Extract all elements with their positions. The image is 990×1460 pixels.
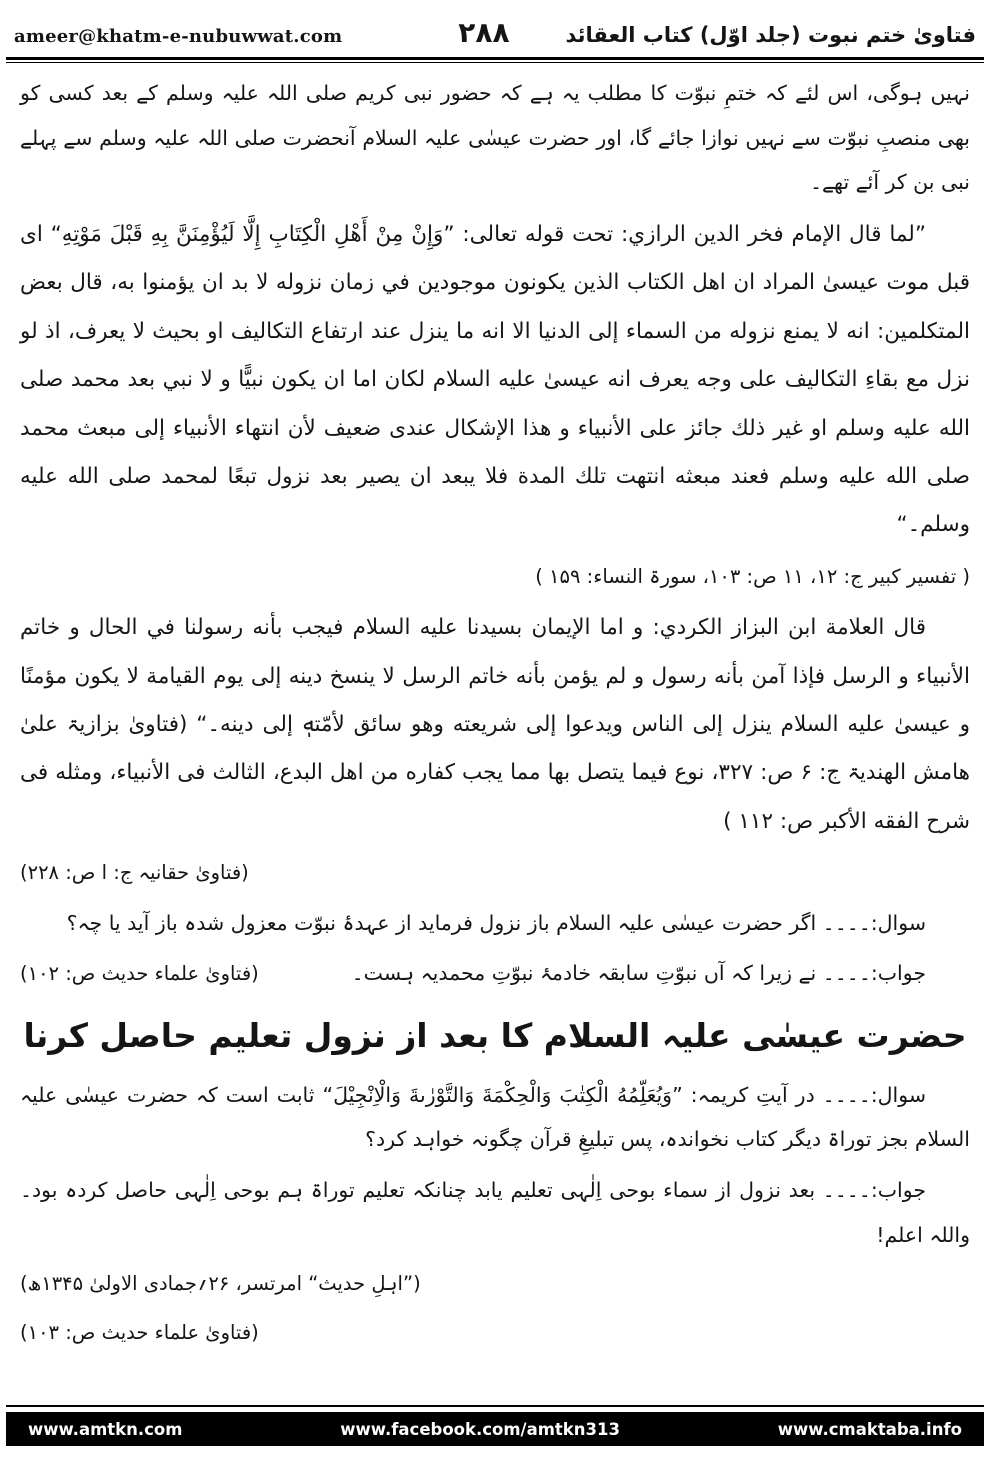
footer-link-cmaktaba: www.cmaktaba.info	[777, 1419, 962, 1439]
page-footer	[0, 1405, 990, 1460]
question-1: سوال:۔۔۔۔ اگر حضرت عیسٰی علیہ السلام باز نزول فرماید از عہدۂ نبوّت معزول شدہ باز آید یا چہ؟	[66, 910, 926, 935]
intro-paragraph: نہیں ہوگی، اس لئے کہ ختمِ نبوّت کا مطلب یہ ہے کہ حضور نبی کریم صلی اللہ علیہ وسلم کے بعد کسی کو بھی منصبِ نبوّت سے نہیں نوازا جائے گا، اور حضرت عیسٰی علیہ السلام آنحضرت صلی اللہ علیہ وسلم سے پہلے نبی بن کر آئے تھے۔	[20, 81, 970, 195]
answer-2: جواب:۔۔۔۔ بعد نزول از سماء بوحی اِلٰہی تعلیم یابد چنانکہ تعلیم توراۃ ہم بوحی اِلٰہی حاصل کردہ بود۔ واللہ اعلم!	[20, 1178, 970, 1247]
footer-link-facebook: www.facebook.com/amtkn313	[340, 1419, 620, 1439]
citation-fatawa-ulama-hadith-102: (فتاویٰ علماء حدیث ص: ۱۰۲)	[20, 962, 259, 986]
footer-link-amtkn: www.amtkn.com	[28, 1419, 183, 1439]
page-body	[0, 63, 990, 1405]
header-rule-thick	[6, 57, 984, 60]
page-header	[0, 0, 990, 55]
citation-tafsir-kabir: ( تفسیر کبیر ج: ۱۲، ۱۱ ص: ۱۰۳، سورۃ النساء: ۱۵۹ )	[535, 564, 970, 588]
page-number: ۲۸۸	[458, 16, 510, 49]
section-heading: حضرت عیسٰی علیہ السلام کا بعد از نزول تعلیم حاصل کرنا	[23, 1015, 967, 1055]
email-address: ameer@khatm-e-nubuwwat.com	[14, 26, 343, 47]
answer-1-row	[20, 951, 970, 996]
answer-1: جواب:۔۔۔۔ نے زیرا کہ آں نبوّتِ سابقہ خادمۂ نبوّتِ محمدیہ ہست۔	[351, 961, 926, 986]
question-2: سوال:۔۔۔۔ در آیتِ کریمہ: ”وَیُعَلِّمُهُ الْکِتٰبَ وَالْحِکْمَةَ وَالتَّوْرٰىةَ وَالْاِنْجِیْلَ“ ثابت است کہ حضرت عیسٰی علیہ السلام بجز توراۃ دیگر کتاب نخواندہ، پس تبلیغِ قرآن چگونہ خواہد کرد؟	[20, 1082, 970, 1152]
book-title: فتاویٰ ختم نبوت (جلد اوّل) کتاب العقائد	[565, 23, 976, 47]
citation-ahle-hadees: (”اہلِ حدیث“ امرتسر، ۲۶؍جمادی الاولیٰ ۱۳۴۵ھ)	[20, 1272, 421, 1296]
citation-fatawa-ulama-hadith-103: (فتاویٰ علماء حدیث ص: ۱۰۳)	[20, 1320, 259, 1344]
razi-arabic-quote: ”لما قال الإمام فخر الدين الرازي: تحت قوله تعالى: ”وَإِنْ مِنْ أَهْلِ الْكِتَابِ إِلَّا لَيُؤْمِنَنَّ بِهِ قَبْلَ مَوْتِهِ“ اى قبل موت عيسىٰ المراد ان اهل الكتاب الذين يكونون موجودين في زمان نزوله لا بد ان يؤمنوا به، قال بعض المتكلمين: انه لا يمنع نزوله من السماء إلى الدنيا الا انه ما ينزل عند ارتفاع التكاليف او بحيث لا يعرف، اذ لو نزل مع بقاءِ التكاليف على وجه يعرف انه عيسىٰ عليه السلام لكان اما ان يكون نبيًّا و لا نبي بعد محمد صلى الله عليه وسلم او غير ذلك جائز على الأنبياء و هذا الإشكال عندى ضعيف لأن انتهاء الأنبياء إلى مبعث محمد صلى الله عليه وسلم فعند مبعثه انتهت تلك المدة فلا يبعد ان يصير بعد نزول تبعًا لمحمد صلى الله عليه وسلم۔“	[20, 222, 970, 538]
footer-rule	[6, 1405, 984, 1407]
ibn-bazzaz-passage: قال العلامة ابن البزاز الكردي: و اما الإيمان بسيدنا عليه السلام فيجب بأنه رسولنا في الحال و خاتم الأنبياء و الرسل فإذا آمن بأنه رسول و لم يؤمن بأنه خاتم الرسل لا ينسخ دينه إلى يوم القيامة لا يكون مؤمنًا و عيسىٰ عليه السلام ينزل إلى الناس ويدعوا إلى شريعته وهو سائق لأمّتهٖ إلى دينه۔“ (فتاویٰ بزازیۃ علیٰ هامش الهندیۃ ج: ۶ ص: ۳۲۷، نوع فیما یتصل بها مما یجب کفاره من اهل البدع، الثالث فی الأنبیاء، ومثله فی شرح الفقه الأکبر ص: ۱۱۲ )	[20, 615, 971, 834]
citation-fatawa-haqqania: (فتاویٰ حقانیہ ج: ا ص: ۲۲۸)	[20, 861, 249, 885]
footer-bar	[6, 1412, 984, 1446]
